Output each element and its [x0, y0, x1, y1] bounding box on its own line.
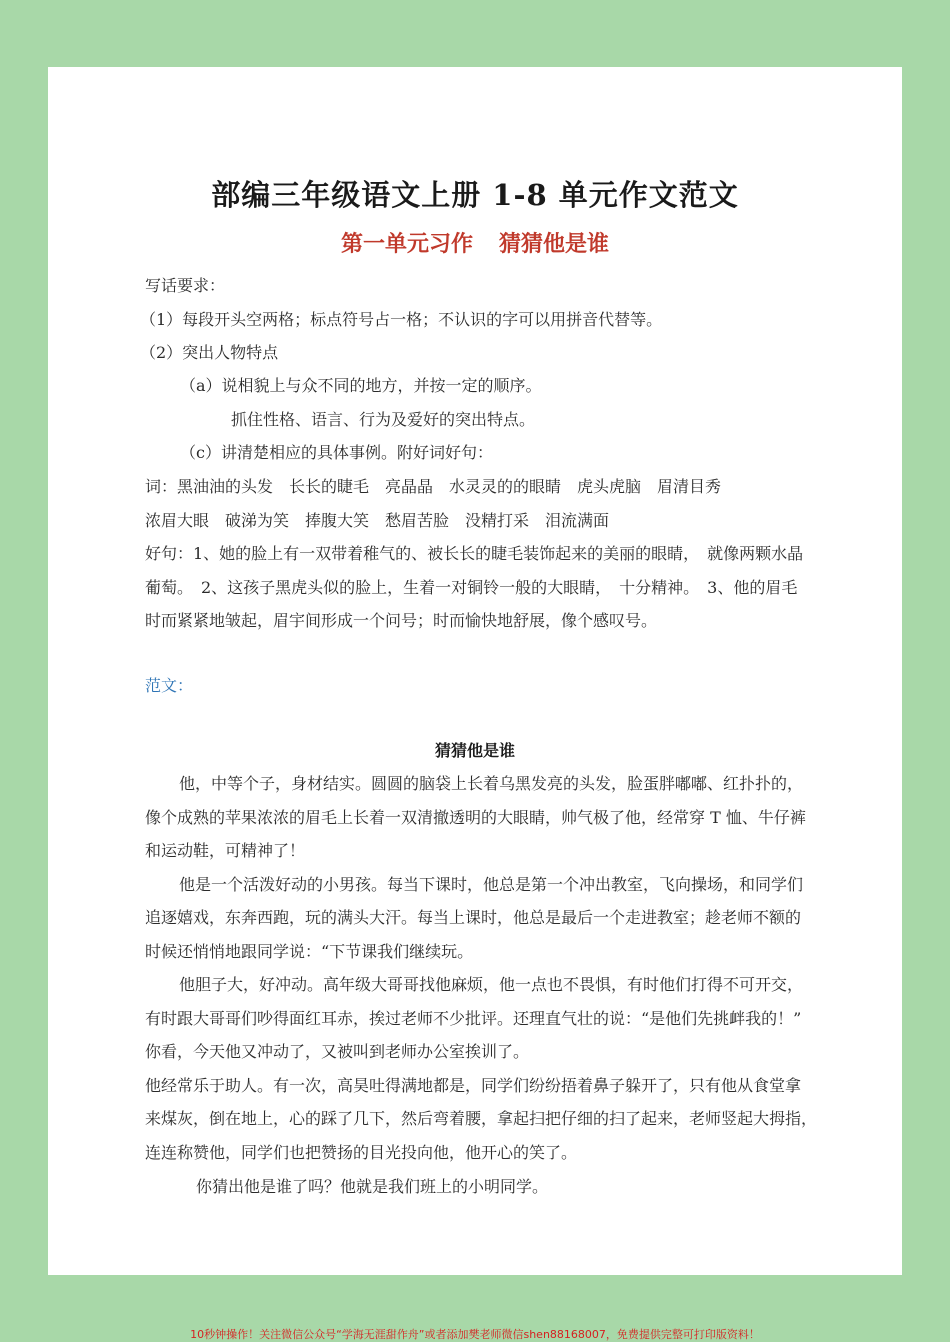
good-words-line-2: 浓眉大眼 破涕为笑 捧腹大笑 愁眉苦脸 没精打采 泪流满面 — [145, 511, 610, 530]
good-words-line-1: 词：黑油油的头发 长长的睫毛 亮晶晶 水灵灵的的眼睛 虎头虎脑 眉清目秀 — [145, 477, 722, 496]
unit-topic: 猜猜他是谁 — [499, 231, 610, 257]
essay-line: 像个成熟的苹果浓浓的眉毛上长着一双清撤透明的大眼睛，帅气极了他，经常穿 T 恤、牛仔裤 — [145, 808, 806, 827]
essay-line: 和运动鞋，可精神了！ — [145, 841, 306, 860]
essay-line: 追逐嬉戏，东奔西跑，玩的满头大汗。每当上课时，他总是最后一个走进教室；趁老师不额的 — [145, 908, 802, 927]
sample-essay-label: 范文： — [145, 676, 194, 695]
essay-line: 时候还悄悄地跟同学说：“下节课我们继续玩。 — [145, 942, 474, 961]
essay-line: 连连称赞他，同学们也把赞扬的目光投向他，他开心的笑了。 — [145, 1143, 578, 1162]
requirement-2a: （a）说相貌上与众不同的地方，并按一定的顺序。 — [180, 376, 542, 395]
requirement-2c: （c）讲清楚相应的具体事例。附好词好句： — [180, 443, 493, 462]
requirement-2b: 抓住性格、语言、行为及爱好的突出特点。 — [231, 410, 536, 429]
good-sentences-line-1: 好句：1、她的脸上有一双带着稚气的、被长长的睫毛装饰起来的美丽的眼睛， 就像两颗水晶 — [145, 544, 804, 563]
essay-line: 来煤灰，倒在地上，心的踩了几下，然后弯着腰，拿起扫把仔细的扫了起来，老师竖起大拇指， — [145, 1109, 818, 1128]
promo-footer: 10秒钟操作！关注微信公众号“学海无涯甜作舟”或者添加樊老师微信shen88168007，免费提供完整可打印版资料！ — [190, 1328, 760, 1341]
good-sentences-line-2: 葡萄。 2、这孩子黑虎头似的脸上，生着一对铜铃一般的大眼睛， 十分精神。 3、他的眉毛 — [145, 578, 798, 597]
essay-line: 你猜出他是谁了吗？他就是我们班上的小明同学。 — [196, 1177, 549, 1196]
good-sentences-line-3: 时而紧紧地皱起，眉宇间形成一个问号；时而愉快地舒展，像个感叹号。 — [145, 611, 658, 630]
requirements-heading: 写话要求： — [145, 276, 226, 295]
unit-label: 第一单元习作 — [340, 231, 473, 257]
document-page — [48, 67, 902, 1275]
essay-line: 他是一个活泼好动的小男孩。每当下课时，他总是第一个冲出教室，飞向操场，和同学们 — [179, 875, 804, 894]
essay-line: 有时跟大哥哥们吵得面红耳赤，挨过老师不少批评。还理直气壮的说：“是他们先挑衅我的！” — [145, 1009, 802, 1028]
essay-line: 他经常乐于助人。有一次，高昊吐得满地都是，同学们纷纷捂着鼻子躲开了，只有他从食堂拿 — [145, 1076, 802, 1095]
document-title: 部编三年级语文上册 1-8 单元作文范文 — [211, 178, 739, 212]
essay-line: 他胆子大，好冲动。高年级大哥哥找他麻烦，他一点也不畏惧，有时他们打得不可开交， — [179, 975, 804, 994]
essay-line: 他，中等个子，身材结实。圆圆的脑袋上长着乌黑发亮的头发，脸蛋胖嘟嘟、红扑扑的， — [179, 774, 804, 793]
requirement-1: （1）每段开头空两格；标点符号占一格；不认识的字可以用拼音代替等。 — [140, 310, 663, 329]
essay-title: 猜猜他是谁 — [434, 741, 515, 760]
essay-line: 你看，今天他又冲动了，又被叫到老师办公室挨训了。 — [145, 1042, 530, 1061]
unit-heading — [48, 227, 902, 258]
requirement-2: （2）突出人物特点 — [140, 343, 279, 362]
